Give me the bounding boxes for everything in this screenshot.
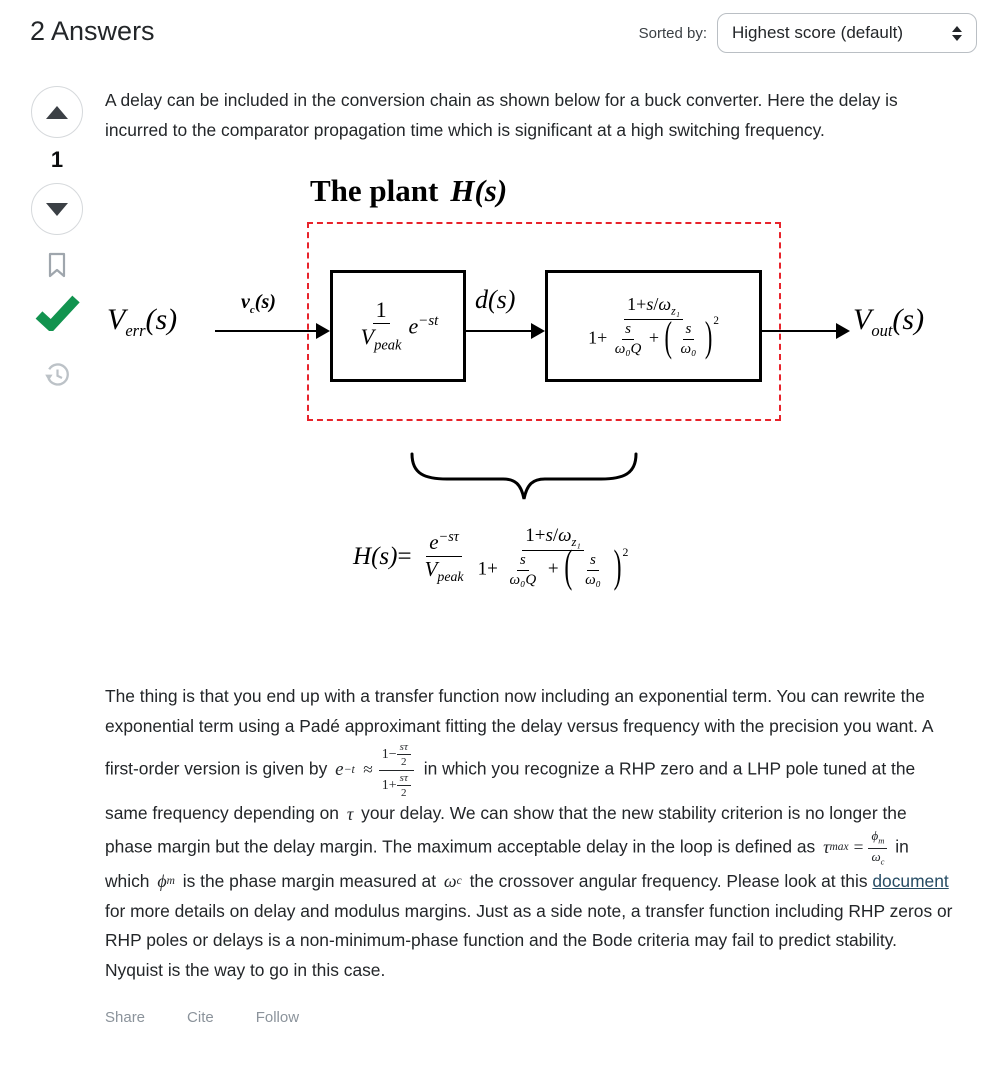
output-arrow [760,323,850,339]
p2-text-5: is the phase margin measured at [182,870,437,891]
phi-m-math: ϕ m [157,871,175,892]
bookmark-icon[interactable] [46,252,68,284]
p2-text-6: the crossover angular frequency. Please look at this [469,870,868,891]
vc-label: $v_c(s)$ [241,291,276,316]
block1-numerator: 1 [373,298,390,325]
filter-block: $1+s/\omega_{z_1}$ 1+ $\frac{s}{\text{ω₀Q}}$ + ( $\frac{s}{\text{ω₀}}$ )$^2$ [545,270,762,382]
select-updown-icon [952,26,962,41]
hs-formula: H(s)= $\frac{e^{-s\tau}}{V_{peak}}$ $1+s/\omega_{z_1}$ 1+ $\frac{s}{\text{ω₀Q}}$ + ( $\frac{s}{\text{ω₀}}$ )$^2$ [353,525,629,592]
p2-text-1: The thing is that you end up with a transfer function now including an exponential term. You can rewrite the exponential term using a Padé approximant fitting the delay versus frequency with the precision you want. A first-order version is given by [105,686,933,779]
answer-paragraph-1: A delay can be included in the conversion chain as shown below for a buck converter. Here the delay is incurred to the comparator propagation time which is significant at a high switching frequency. [105,90,898,140]
p2-text-2: in which you recognize a RHP zero and a LHP pole tuned at the same frequency depending on [105,758,916,824]
downvote-button[interactable] [31,183,83,235]
tau-max-math: τ max = $\frac{\phi_m}{\omega_c}$ [823,829,887,866]
verr-label: $V_{err}(s)$ [107,303,178,340]
diagram-title-math: H(s) [450,173,508,208]
p2-text-4: in which [105,836,909,891]
vote-column [31,86,83,394]
upvote-button[interactable] [31,86,83,138]
vout-label: $V_{out}(s)$ [853,303,925,340]
cite-link[interactable]: Cite [187,1009,214,1027]
sort-select-value: Highest score (default) [732,23,904,42]
answer-body [105,80,957,1026]
vote-count: 1 [50,147,64,172]
sort-area [639,13,977,53]
share-link[interactable]: Share [105,1009,146,1027]
diagram-title-text: The plant [310,173,439,208]
p2-text-3: your delay. We can show that the new stability criterion is no longer the phase margin but the delay margin. The maximum acceptable delay in the loop is defined as [105,803,907,857]
answers-count-heading: 2 Answers [30,16,155,46]
duty-label: d(s) [475,285,516,314]
diagram-title [310,173,507,209]
modulator-delay-block: $\frac{1}{V_{peak}}$ $e^{-st}$ [330,270,466,382]
middle-arrow [463,323,545,339]
p2-text-7: for more details on delay and modulus margins. Just as a side note, a transfer function including RHP zeros or RHP poles or delays is a non-minimum-phase function and the Bode criteria may fail to predict stability. Nyquist is the way to go in this case. [105,900,953,980]
answer-paragraph-2 [105,682,957,985]
history-icon[interactable] [44,362,71,394]
upvote-arrow-icon [46,106,68,119]
input-arrow [215,323,330,339]
follow-link[interactable]: Follow [255,1009,300,1027]
accepted-check-icon [34,295,80,336]
sort-select[interactable] [717,13,977,53]
plant-block-diagram [105,165,957,661]
answer-action-links [105,1009,957,1026]
tau-math: τ [346,803,354,824]
document-link[interactable]: document [872,870,949,891]
underbrace [405,449,643,510]
downvote-arrow-icon [46,203,68,216]
sorted-by-label: Sorted by: [638,24,707,42]
omega-c-math: ω c [443,871,462,892]
pade-approximant-math: e −t ≈ 1− $\frac{s\tau}{2}$ 1+ $\frac{s\tau}{2}$ [335,741,416,799]
